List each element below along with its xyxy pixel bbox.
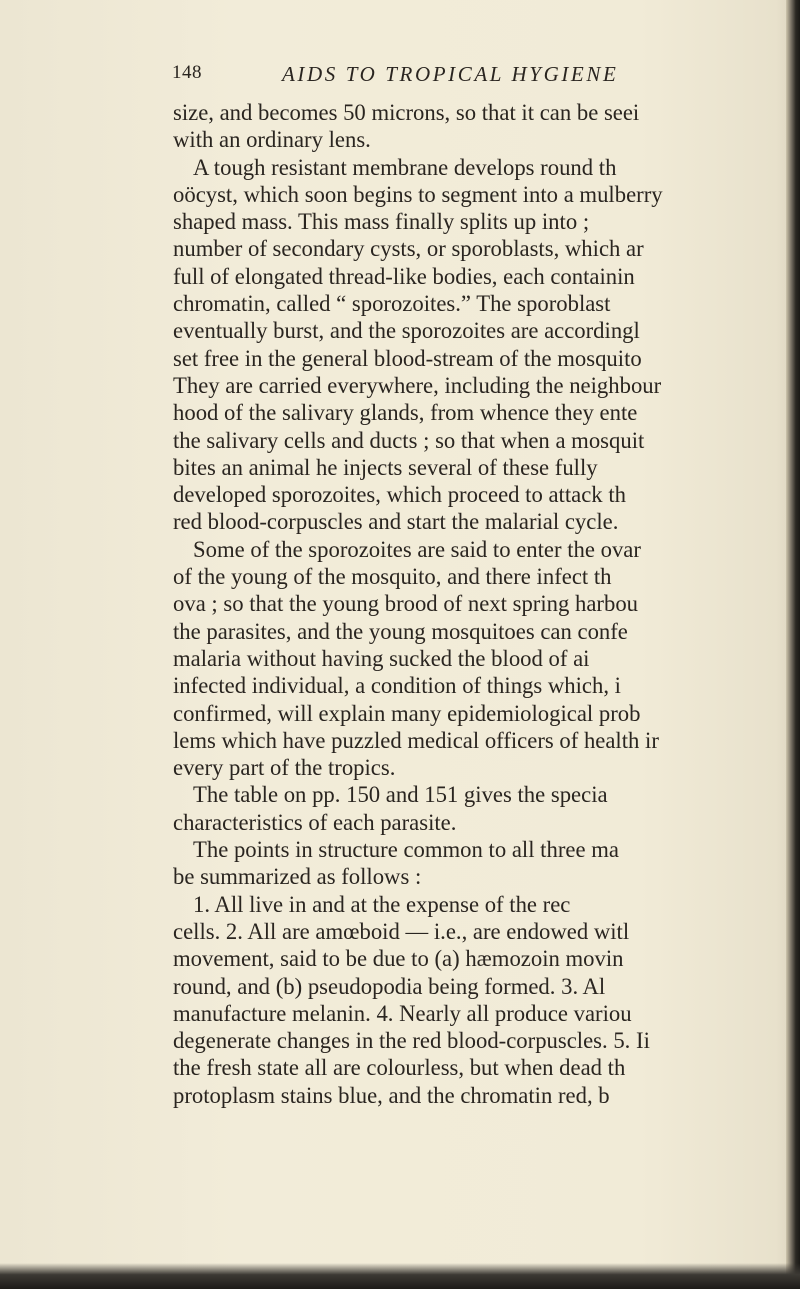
text-line: lems which have puzzled medical officers of health ir — [173, 727, 659, 753]
text-line: set free in the general blood-stream of the mosquito — [173, 345, 642, 371]
text-line: degenerate changes in the red blood-corpuscles. 5. Ii — [173, 1028, 650, 1054]
page-header — [172, 62, 732, 92]
text-line: be summarized as follows : — [173, 864, 422, 890]
text-line: the salivary cells and ducts ; so that when a mosquit — [173, 427, 645, 453]
text-line: hood of the salivary glands, from whence they ente — [173, 400, 638, 426]
text-line: infected individual, a condition of things which, i — [173, 673, 621, 699]
text-line: confirmed, will explain many epidemiological prob — [173, 700, 641, 726]
text-line: chromatin, called “ sporozoites.” The sporoblast — [173, 291, 611, 317]
page-number: 148 — [172, 62, 202, 83]
text-line: manufacture melanin. 4. Nearly all produce variou — [173, 1000, 632, 1026]
text-line: cells. 2. All are amœboid — i.e., are endowed witl — [173, 918, 630, 944]
text-line: eventually burst, and the sporozoites are accordingl — [173, 318, 640, 344]
text-line: round, and (b) pseudopodia being formed. 3. Al — [173, 973, 606, 999]
running-title: AIDS TO TROPICAL HYGIENE — [282, 62, 619, 86]
text-line: movement, said to be due to (a) hæmozoin movin — [173, 946, 624, 972]
body-text — [173, 99, 793, 1109]
page-gutter-shadow — [786, 0, 800, 1289]
text-line: of the young of the mosquito, and there infect th — [173, 564, 612, 590]
text-line: bites an animal he injects several of these fully — [173, 454, 598, 480]
text-line: A tough resistant membrane develops round th — [193, 154, 617, 180]
text-line: every part of the tropics. — [173, 755, 396, 781]
text-line: red blood-corpuscles and start the malarial cycle. — [173, 509, 619, 535]
text-line: full of elongated thread-like bodies, each containin — [173, 263, 635, 289]
text-line: ova ; so that the young brood of next spring harbou — [173, 591, 639, 617]
text-line: characteristics of each parasite. — [173, 809, 457, 835]
text-line: with an ordinary lens. — [173, 127, 371, 153]
page-bottom-edge — [0, 1263, 800, 1289]
text-line: the parasites, and the young mosquitoes can confe — [173, 618, 628, 644]
text-line: The table on pp. 150 and 151 gives the specia — [193, 782, 608, 808]
text-line: developed sporozoites, which proceed to attack th — [173, 482, 626, 508]
text-line: oöcyst, which soon begins to segment into a mulberry — [173, 181, 663, 207]
text-line: the fresh state all are colourless, but when dead th — [173, 1055, 626, 1081]
text-line: 1. All live in and at the expense of the rec — [193, 891, 571, 917]
text-line: Some of the sporozoites are said to enter the ovar — [193, 536, 641, 562]
text-line: size, and becomes 50 microns, so that it can be seei — [173, 100, 640, 125]
text-line: number of secondary cysts, or sporoblasts, which ar — [173, 236, 644, 262]
text-line: malaria without having sucked the blood of ai — [173, 645, 590, 671]
text-line: The points in structure common to all three ma — [193, 837, 619, 863]
text-line: shaped mass. This mass finally splits up into ; — [173, 209, 590, 235]
text-line: They are carried everywhere, including the neighbour — [173, 372, 662, 398]
text-line: protoplasm stains blue, and the chromatin red, b — [173, 1082, 610, 1108]
